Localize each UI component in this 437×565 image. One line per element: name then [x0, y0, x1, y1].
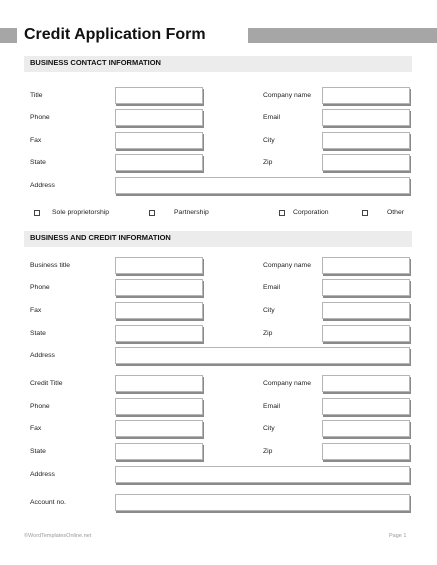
section-business-contact — [24, 56, 412, 72]
corporation-label: Corporation — [293, 209, 329, 216]
address-label: Address — [30, 352, 55, 359]
phone-label: Phone — [30, 114, 50, 121]
zip-field[interactable] — [322, 443, 410, 460]
business-title-field[interactable] — [115, 257, 203, 274]
company-name-field[interactable] — [322, 375, 410, 392]
fax-label: Fax — [30, 307, 42, 314]
fax-field[interactable] — [115, 420, 203, 437]
zip-label: Zip — [263, 330, 273, 337]
footer-page-number: Page 1 — [389, 533, 407, 539]
city-field[interactable] — [322, 302, 410, 319]
title-label: Title — [30, 92, 43, 99]
company-name-label: Company name — [263, 262, 311, 269]
fax-label: Fax — [30, 425, 42, 432]
state-field[interactable] — [115, 443, 203, 460]
address-label: Address — [30, 471, 55, 478]
phone-label: Phone — [30, 284, 50, 291]
address-label: Address — [30, 182, 55, 189]
business-title-label: Business title — [30, 262, 71, 269]
header-bar-right — [248, 28, 437, 43]
zip-field[interactable] — [322, 325, 410, 342]
email-field[interactable] — [322, 398, 410, 415]
section-title: BUSINESS CONTACT INFORMATION — [30, 58, 161, 67]
sole-proprietorship-label: Sole proprietorship — [52, 209, 110, 216]
city-label: City — [263, 425, 275, 432]
account-no-label: Account no. — [30, 499, 66, 506]
state-label: State — [30, 448, 46, 455]
sole-proprietorship-checkbox[interactable] — [34, 210, 40, 216]
company-name-label: Company name — [263, 380, 311, 387]
company-name-field[interactable] — [322, 87, 410, 104]
section-title: BUSINESS AND CREDIT INFORMATION — [30, 233, 171, 242]
other-label: Other — [387, 209, 404, 216]
title-field[interactable] — [115, 87, 203, 104]
zip-field[interactable] — [322, 154, 410, 171]
email-label: Email — [263, 114, 280, 121]
city-field[interactable] — [322, 132, 410, 149]
partnership-label: Partnership — [174, 209, 209, 216]
email-label: Email — [263, 284, 280, 291]
email-field[interactable] — [322, 109, 410, 126]
zip-label: Zip — [263, 448, 273, 455]
partnership-checkbox[interactable] — [149, 210, 155, 216]
credit-title-field[interactable] — [115, 375, 203, 392]
footer-source: ©WordTemplatesOnline.net — [24, 533, 92, 539]
corporation-checkbox[interactable] — [279, 210, 285, 216]
city-label: City — [263, 137, 275, 144]
fax-field[interactable] — [115, 132, 203, 149]
form-title: Credit Application Form — [24, 26, 206, 43]
state-field[interactable] — [115, 154, 203, 171]
phone-field[interactable] — [115, 109, 203, 126]
phone-field[interactable] — [115, 398, 203, 415]
zip-label: Zip — [263, 159, 273, 166]
section-business-credit — [24, 231, 412, 247]
header-bar-left — [0, 28, 17, 43]
account-no-field[interactable] — [115, 494, 410, 511]
phone-label: Phone — [30, 403, 50, 410]
company-name-field[interactable] — [322, 257, 410, 274]
fax-field[interactable] — [115, 302, 203, 319]
credit-title-label: Credit Title — [30, 380, 63, 387]
email-label: Email — [263, 403, 280, 410]
state-label: State — [30, 330, 46, 337]
fax-label: Fax — [30, 137, 42, 144]
email-field[interactable] — [322, 279, 410, 296]
address-field[interactable] — [115, 177, 410, 194]
phone-field[interactable] — [115, 279, 203, 296]
city-label: City — [263, 307, 275, 314]
state-label: State — [30, 159, 46, 166]
company-name-label: Company name — [263, 92, 311, 99]
city-field[interactable] — [322, 420, 410, 437]
state-field[interactable] — [115, 325, 203, 342]
other-checkbox[interactable] — [362, 210, 368, 216]
address-field[interactable] — [115, 466, 410, 483]
address-field[interactable] — [115, 347, 410, 364]
